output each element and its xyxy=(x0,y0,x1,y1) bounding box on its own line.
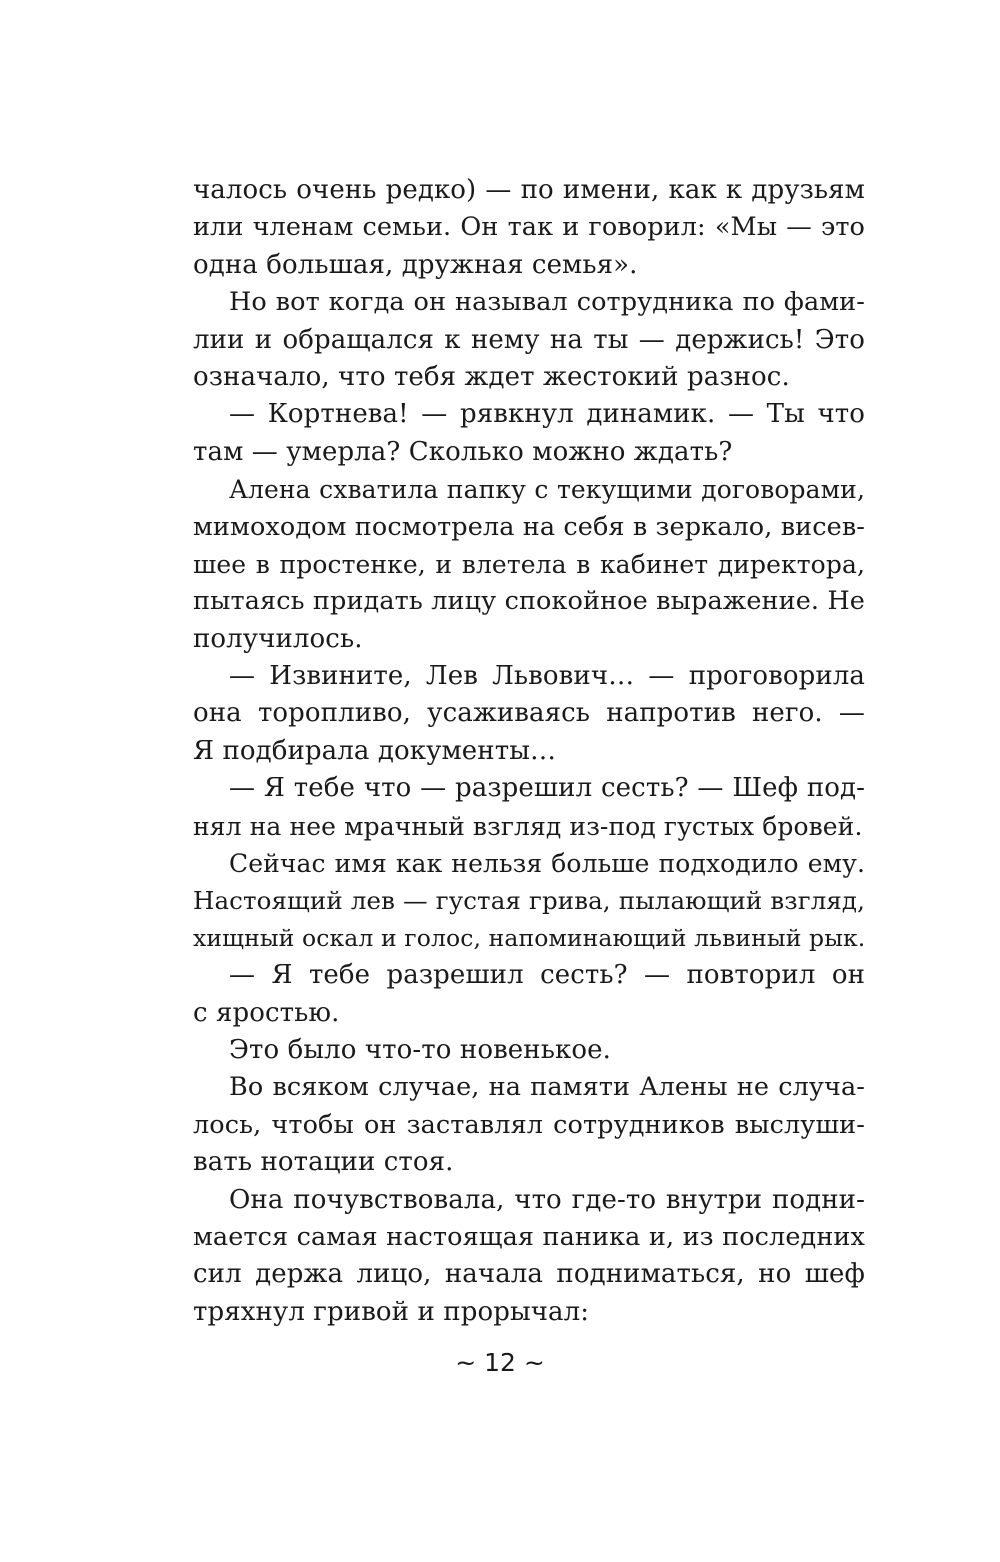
text-line: лось, чтобы он заставлял сотрудников выслуши- xyxy=(193,1109,865,1140)
text-line: Я подбирала документы… xyxy=(193,735,557,766)
text-line: или членам семьи. Он так и говорил: «Мы — это xyxy=(193,212,865,243)
text-line: одна большая, дружная семья». xyxy=(193,249,638,280)
text-line: лии и обращался к нему на ты — держись! Это xyxy=(193,324,865,355)
text-line: — Извините, Лев Львович… — проговорила xyxy=(229,661,865,692)
text-line: мается самая настоящая паника и, из последних xyxy=(193,1221,865,1252)
text-line: тряхнул гривой и прорычал: xyxy=(193,1296,590,1327)
text-line: Она почувствовала, что где-то внутри подни- xyxy=(229,1184,865,1215)
text-line: означало, что тебя ждет жестокий разнос. xyxy=(193,361,790,392)
text-line: нял на нее мрачный взгляд из-под густых бровей. xyxy=(193,811,863,841)
text-line: Это было что-то новенькое. xyxy=(229,1034,611,1065)
text-line: мимоходом посмотрела на себя в зеркало, висев- xyxy=(193,511,865,542)
text-line: с яростью. xyxy=(193,997,340,1028)
text-line: Но вот когда он называл сотрудника по фами- xyxy=(229,287,865,318)
text-line: хищный оскал и голос, напоминающий львиный рык. xyxy=(193,923,866,952)
text-line: — Я тебе что — разрешил сесть? — Шеф под- xyxy=(229,773,865,804)
body-text xyxy=(193,172,865,1331)
text-line: Алена схватила папку с текущими договорами, xyxy=(229,475,865,505)
text-line: — Кортнева! — рявкнул динамик. — Ты что xyxy=(229,399,865,430)
text-line: Настоящий лев — густая грива, пылающий взгляд, xyxy=(193,886,865,916)
text-line: Сейчас имя как нельзя больше подходило ему. xyxy=(229,849,865,879)
text-line: — Я тебе разрешил сесть? — повторил он xyxy=(229,960,865,991)
text-line: вать нотации стоя. xyxy=(193,1147,454,1178)
text-line: там — умерла? Сколько можно ждать? xyxy=(193,436,733,467)
text-line: чалось очень редко) — по имени, как к друзьям xyxy=(193,175,865,205)
page-number: ~ 12 ~ xyxy=(455,1348,545,1377)
text-line: получилось. xyxy=(193,623,363,654)
text-line: сил держа лицо, начала подниматься, но шеф xyxy=(193,1259,865,1290)
text-line: она торопливо, усаживаясь напротив него. — xyxy=(193,698,865,729)
text-line: Во всяком случае, на памяти Алены не случа- xyxy=(229,1072,865,1103)
text-line: пытаясь придать лицу спокойное выражение. Не xyxy=(193,586,865,617)
text-line: шее в простенке, и влетела в кабинет директора, xyxy=(193,549,865,579)
